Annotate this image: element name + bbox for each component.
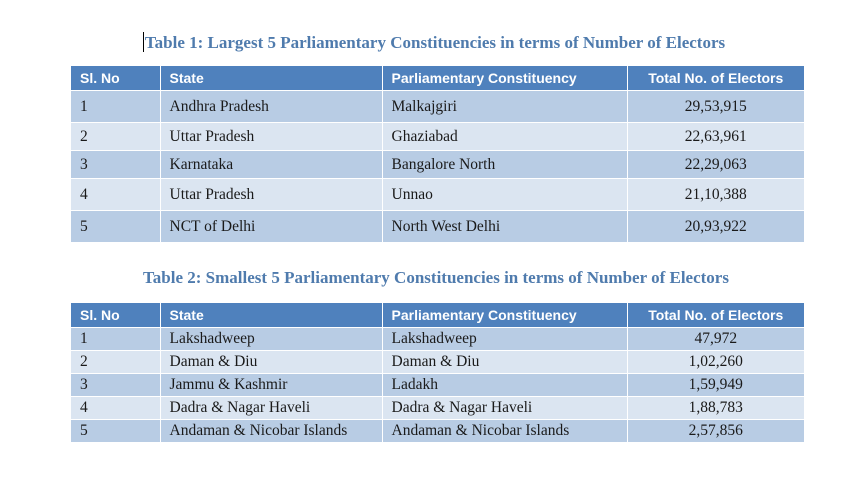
smallest-constituencies-table	[71, 303, 804, 442]
table-row	[71, 420, 804, 443]
cell-sl-no: 3	[71, 374, 160, 397]
cell-sl-no: 5	[71, 211, 160, 243]
cell-state: NCT of Delhi	[160, 211, 382, 243]
cell-state: Dadra & Nagar Haveli	[160, 397, 382, 420]
cell-constituency: Daman & Diu	[382, 351, 627, 374]
text-cursor	[143, 32, 144, 52]
cell-constituency: Andaman & Nicobar Islands	[382, 420, 627, 443]
cell-constituency: Unnao	[382, 179, 627, 211]
table-row	[71, 328, 804, 351]
cell-sl-no: 4	[71, 397, 160, 420]
table-row	[71, 374, 804, 397]
cell-constituency: Ladakh	[382, 374, 627, 397]
cell-electors: 1,88,783	[627, 397, 804, 420]
table1-caption	[4, 32, 860, 53]
cell-sl-no: 2	[71, 123, 160, 151]
cell-electors: 22,29,063	[627, 151, 804, 179]
table-header-row	[71, 303, 804, 328]
cell-constituency: Ghaziabad	[382, 123, 627, 151]
cell-constituency: Dadra & Nagar Haveli	[382, 397, 627, 420]
cell-state: Andaman & Nicobar Islands	[160, 420, 382, 443]
table-row	[71, 123, 804, 151]
cell-state: Andhra Pradesh	[160, 91, 382, 123]
header-state: State	[160, 303, 382, 328]
table2-caption: Table 2: Smallest 5 Parliamentary Constituencies in terms of Number of Electors	[143, 268, 729, 287]
cell-sl-no: 1	[71, 328, 160, 351]
table-row	[71, 351, 804, 374]
header-total-electors: Total No. of Electors	[627, 66, 804, 91]
table-row	[71, 91, 804, 123]
cell-electors: 22,63,961	[627, 123, 804, 151]
cell-sl-no: 4	[71, 179, 160, 211]
header-sl-no: Sl. No	[71, 303, 160, 328]
cell-electors: 1,02,260	[627, 351, 804, 374]
cell-electors: 47,972	[627, 328, 804, 351]
cell-electors: 20,93,922	[627, 211, 804, 243]
cell-state: Karnataka	[160, 151, 382, 179]
cell-constituency: Malkajgiri	[382, 91, 627, 123]
cell-constituency: Lakshadweep	[382, 328, 627, 351]
cell-constituency: Bangalore North	[382, 151, 627, 179]
cell-constituency: North West Delhi	[382, 211, 627, 243]
table-row	[71, 397, 804, 420]
largest-constituencies-table	[71, 66, 804, 242]
table-header-row	[71, 66, 804, 91]
table-row	[71, 179, 804, 211]
cell-state: Uttar Pradesh	[160, 123, 382, 151]
cell-electors: 29,53,915	[627, 91, 804, 123]
cell-sl-no: 3	[71, 151, 160, 179]
header-sl-no: Sl. No	[71, 66, 160, 91]
header-constituency: Parliamentary Constituency	[382, 303, 627, 328]
cell-sl-no: 2	[71, 351, 160, 374]
cell-electors: 1,59,949	[627, 374, 804, 397]
cell-state: Jammu & Kashmir	[160, 374, 382, 397]
header-constituency: Parliamentary Constituency	[382, 66, 627, 91]
cell-electors: 2,57,856	[627, 420, 804, 443]
cell-state: Uttar Pradesh	[160, 179, 382, 211]
table-row	[71, 211, 804, 243]
cell-electors: 21,10,388	[627, 179, 804, 211]
cell-sl-no: 5	[71, 420, 160, 443]
table-row	[71, 151, 804, 179]
header-state: State	[160, 66, 382, 91]
cell-sl-no: 1	[71, 91, 160, 123]
cell-state: Lakshadweep	[160, 328, 382, 351]
table1-caption-text: Table 1: Largest 5 Parliamentary Constituencies in terms of Number of Electors	[144, 33, 726, 52]
cell-state: Daman & Diu	[160, 351, 382, 374]
header-total-electors: Total No. of Electors	[627, 303, 804, 328]
